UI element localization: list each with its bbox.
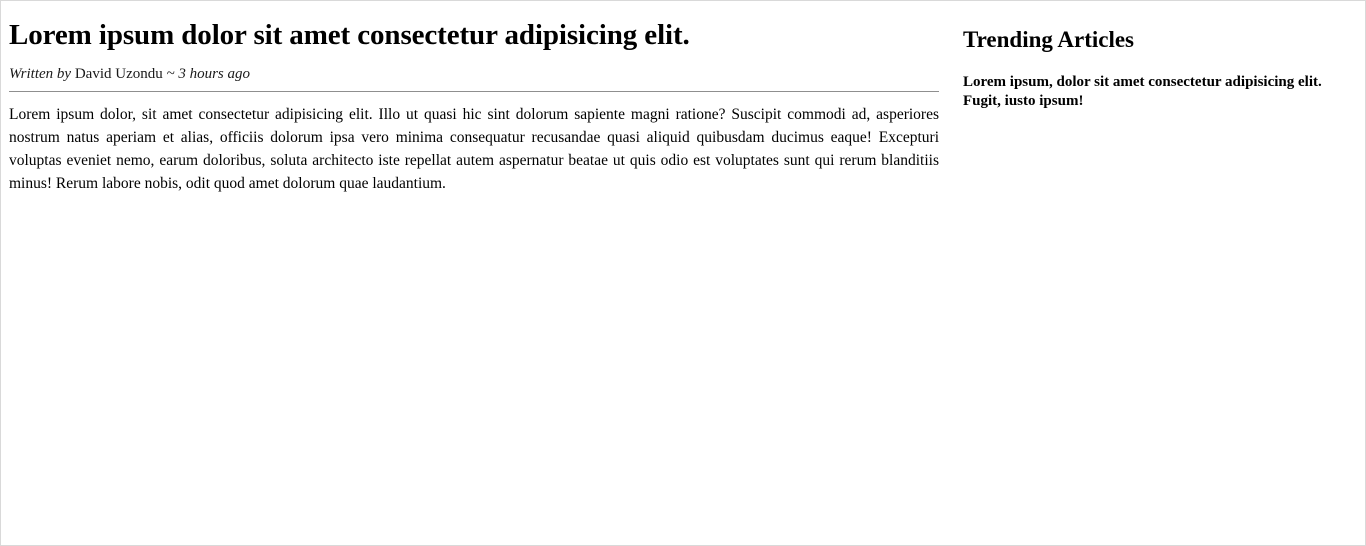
byline-written-by-label: Written by bbox=[9, 66, 72, 83]
article-column bbox=[1, 1, 953, 196]
article-body: Lorem ipsum dolor, sit amet consectetur adipisicing elit. Illo ut quasi hic sint dolorum sapiente magni ratione? Suscipit commodi ad, asperiores nostrum natus aperiam et alias, officiis dolorum ipsa vero minima consequatur recusandae quasi aliquid quibusdam ducimus eaque! Excepturi voluptas eveniet nemo, earum doloribus, soluta architecto iste repellat autem aspernatur beatae ut quis odio est voluptates sunt qui rerum blanditiis minus! Rerum labore nobis, odit quod amet dolorum quae laudantium. bbox=[9, 106, 939, 192]
page-title: Lorem ipsum dolor sit amet consectetur adipisicing elit. bbox=[9, 19, 690, 51]
list-item[interactable]: Lorem ipsum, dolor sit amet consectetur adipisicing elit. Fugit, iusto ipsum! bbox=[963, 74, 1322, 110]
header-divider bbox=[9, 91, 939, 92]
byline-timestamp: ~ 3 hours ago bbox=[166, 66, 251, 83]
trending-sidebar-title: Trending Articles bbox=[963, 27, 1135, 52]
trending-sidebar bbox=[953, 1, 1363, 123]
byline-author: David Uzondu bbox=[74, 66, 163, 83]
byline bbox=[9, 65, 943, 83]
